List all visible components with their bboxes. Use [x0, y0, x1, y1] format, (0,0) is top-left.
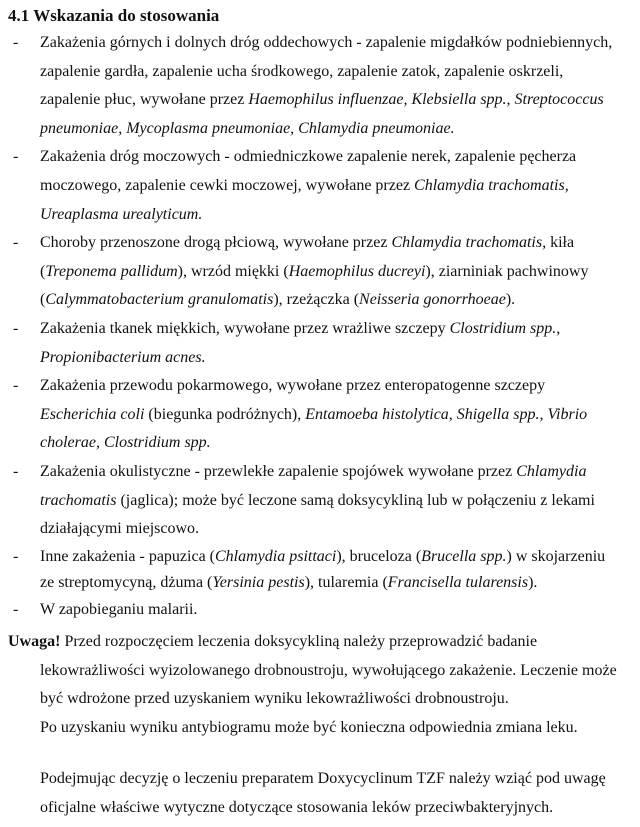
- text-line: [40, 372, 636, 401]
- text-segment: ), wrzód miękki (: [177, 262, 289, 280]
- warning-line-3: być wdrożone przed uzyskaniem wyniku lekowrażliwości drobnoustroju.: [40, 690, 509, 708]
- text-line: [40, 515, 636, 544]
- indication-item: [0, 458, 640, 544]
- indications-list: [0, 29, 640, 624]
- closing-line-2: oficjalne właściwe wytyczne dotyczące stosowania leków przeciwbakteryjnych.: [40, 798, 554, 816]
- bullet-dash: -: [13, 600, 19, 618]
- text-line: [40, 201, 636, 230]
- warning-note: [8, 628, 617, 742]
- text-segment: Zakażenia górnych i dolnych dróg oddechowych - zapalenie migdałków podniebiennych,: [40, 34, 613, 51]
- indication-text: [40, 458, 636, 544]
- italic-term: Clostridium spp.: [449, 319, 557, 337]
- italic-term: Chlamydia psittaci: [215, 547, 337, 565]
- text-line: [40, 229, 636, 258]
- indication-item: [0, 143, 640, 229]
- italic-term: trachomatis: [40, 491, 117, 509]
- italic-term: Propionibacterium acnes.: [40, 348, 206, 366]
- text-line: [40, 487, 636, 516]
- text-segment: Inne zakażenia - papuzica (: [40, 547, 215, 565]
- italic-term: cholerae, Clostridium spp.: [40, 434, 211, 452]
- italic-term: Neisseria gonorrhoeae: [359, 291, 506, 309]
- text-segment: (: [40, 262, 46, 280]
- italic-term: pneumoniae, Mycoplasma pneumoniae, Chlamydia pneumoniae.: [40, 119, 455, 137]
- italic-term: Chlamydia: [516, 462, 587, 480]
- bullet-dash: -: [13, 377, 19, 395]
- text-line: [40, 429, 636, 458]
- bullet-dash: -: [13, 234, 19, 252]
- text-line: [40, 596, 636, 625]
- italic-term: Entamoeba histolytica, Shigella spp., Vibrio: [305, 405, 588, 423]
- indication-item: [0, 315, 640, 372]
- bullet-dash: -: [13, 148, 19, 166]
- indication-item: [0, 229, 640, 315]
- indication-text: [40, 544, 636, 596]
- indication-text: [40, 596, 636, 625]
- indication-text: [40, 143, 636, 229]
- italic-term: Francisella tularensis: [387, 573, 529, 591]
- text-line: [40, 86, 636, 115]
- text-line: [40, 401, 636, 430]
- text-line: [40, 258, 636, 287]
- text-segment: ), tularemia (: [304, 573, 388, 591]
- indication-item: [0, 29, 640, 143]
- warning-line-2: lekowrażliwości wyizolowanego drobnoustroju, wywołującego zakażenie. Leczenie może: [40, 661, 617, 679]
- italic-term: Escherichia coli: [40, 405, 145, 423]
- text-segment: Zakażenia okulistyczne - przewlekłe zapalenie spojówek wywołane przez: [40, 462, 517, 480]
- text-segment: ).: [528, 573, 538, 591]
- indication-item: [0, 596, 640, 625]
- text-segment: zapalenie gardła, zapalenie ucha środkowego, zapalenie zatok, zapalenie oskrzeli,: [40, 62, 564, 80]
- italic-term: Ureaplasma urealyticum.: [40, 205, 203, 223]
- italic-term: Chlamydia trachomatis,: [414, 176, 569, 194]
- text-line: [40, 143, 636, 172]
- warning-line-1: [8, 628, 617, 657]
- indication-text: [40, 372, 636, 458]
- text-segment: kiła: [546, 234, 575, 252]
- text-segment: (jaglica); może być leczone samą doksycykliną lub w połączeniu z lekami: [116, 491, 595, 509]
- bullet-dash: -: [13, 319, 19, 337]
- text-segment: ze streptomycyną, dżuma (: [40, 573, 213, 591]
- text-segment: moczowego, zapalenie cewki moczowej, wywołane przez: [40, 176, 415, 194]
- italic-term: Brucella spp.: [421, 547, 507, 565]
- text-line: [40, 172, 636, 201]
- indication-text: [40, 229, 636, 315]
- italic-term: Haemophilus influenzae, Klebsiella spp., Streptococcus: [248, 91, 604, 109]
- text-segment: (: [40, 291, 46, 309]
- closing-line-1: Podejmując decyzję o leczeniu preparatem Doxycyclinum TZF należy wziąć pod uwagę: [40, 770, 606, 787]
- warning-text-1: Przed rozpoczęciem leczenia doksycykliną należy przeprowadzić badanie: [60, 633, 538, 650]
- italic-term: Calymmatobacterium granulomatis: [45, 291, 274, 309]
- text-segment: ).: [505, 291, 516, 309]
- bullet-dash: -: [13, 462, 19, 480]
- text-segment: ,: [556, 319, 561, 337]
- warning-line-4: Po uzyskaniu wyniku antybiogramu może być konieczna odpowiednia zmiana leku.: [40, 718, 578, 736]
- text-line: [40, 570, 636, 596]
- text-segment: ), bruceloza (: [336, 547, 422, 565]
- text-segment: działającymi miejscowo.: [40, 520, 200, 538]
- text-line: [40, 58, 636, 87]
- text-segment: Choroby przenoszone drogą płciową, wywołane przez: [40, 234, 392, 252]
- text-segment: ) w skojarzeniu: [506, 547, 606, 565]
- indication-item: [0, 544, 640, 596]
- text-segment: W zapobieganiu malarii.: [40, 600, 198, 618]
- section-heading: 4.1 Wskazania do stosowania: [8, 6, 220, 25]
- indication-item: [0, 372, 640, 458]
- text-line: [40, 115, 636, 144]
- text-line: [40, 544, 636, 570]
- text-segment: Zakażenia dróg moczowych - odmiedniczkowe zapalenie nerek, zapalenie pęcherza: [40, 148, 577, 166]
- italic-term: Yersinia pestis: [212, 573, 305, 591]
- text-line: [40, 286, 636, 315]
- warning-label: Uwaga!: [8, 633, 61, 650]
- text-line: [40, 315, 636, 344]
- indication-text: [40, 315, 636, 372]
- text-line: [40, 344, 636, 373]
- text-segment: Zakażenia przewodu pokarmowego, wywołane przez enteropatogenne szczepy: [40, 377, 546, 395]
- closing-paragraph: [40, 765, 606, 822]
- bullet-dash: -: [13, 34, 19, 51]
- bullet-dash: -: [13, 547, 19, 565]
- text-line: [40, 458, 636, 487]
- text-segment: Zakażenia tkanek miękkich, wywołane przez wrażliwe szczepy: [40, 319, 450, 337]
- text-line: [40, 29, 636, 58]
- italic-term: Haemophilus ducreyi: [288, 262, 426, 280]
- italic-term: Chlamydia trachomatis,: [391, 234, 547, 252]
- italic-term: Treponema pallidum: [45, 262, 178, 280]
- text-segment: ), rzeżączka (: [273, 291, 360, 309]
- text-segment: zapalenie płuc, wywołane przez: [40, 91, 249, 109]
- text-segment: ), ziarniniak pachwinowy: [425, 262, 589, 280]
- indication-text: [40, 29, 636, 143]
- text-segment: (biegunka podróżnych),: [144, 405, 306, 423]
